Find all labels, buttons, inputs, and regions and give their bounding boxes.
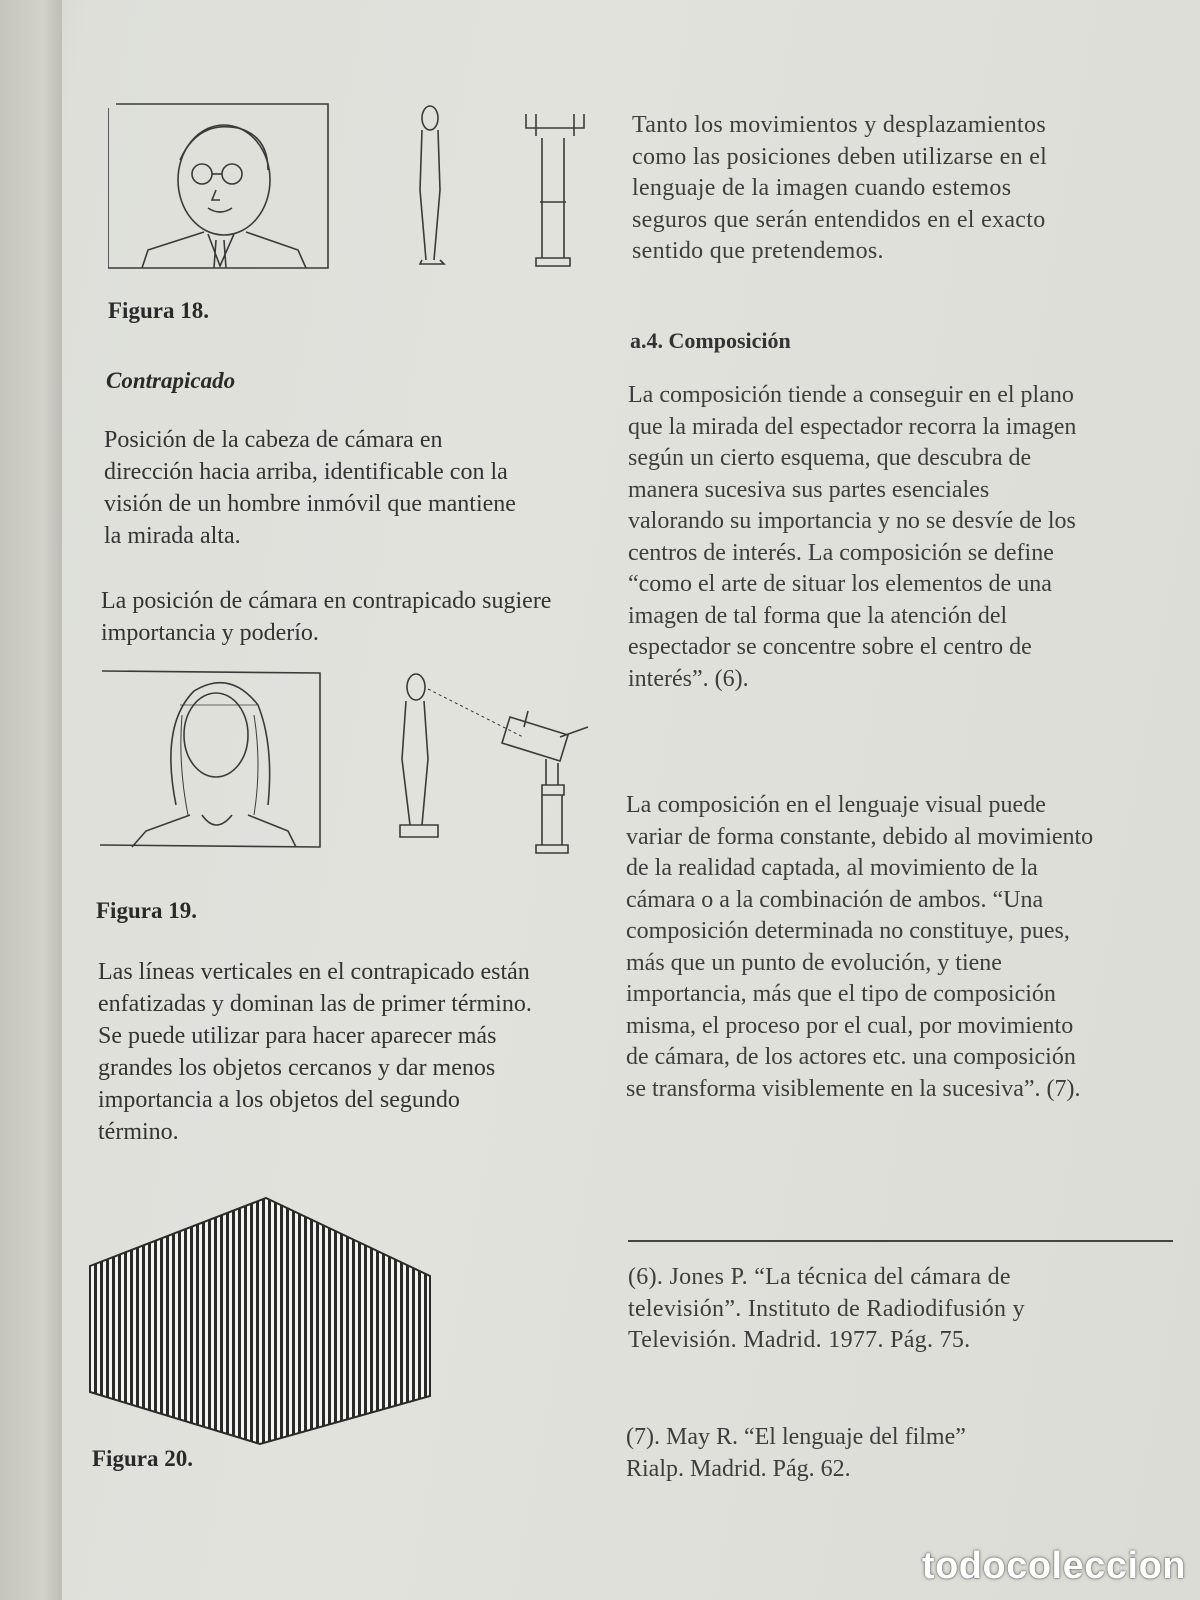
right-paragraph-3: La composición en el lenguaje visual puede variar de forma constante, debido al movimiento de la realidad captada, al movimiento de la cámara o a la combinación de ambos. “Una composición determinada no constituye, pues, más que un punto de evolución, y tiene importancia, más que el tipo de composición misma, el proceso por el cual, por movimiento de cámara, de los actores etc. una composición se transforma visiblemente en la sucesiva”. (7). (626, 792, 1094, 1102)
figure-18-caption: Figura 18. (108, 298, 209, 323)
watermark-logo: todocoleccion (921, 1545, 1186, 1587)
left-paragraph-2: La posición de cámara en contrapicado sugiere importancia y poderío. (101, 588, 552, 646)
section-heading-composicion: a.4. Composición (630, 328, 791, 353)
facing-page-edge (0, 0, 62, 1600)
right-paragraph-1: Tanto los movimientos y desplazamientos como las posiciones deben utilizarse en el lenguaje de la imagen cuando estemos seguros que serán entendidos en el exacto sentido que pretendemos. (632, 112, 1048, 264)
left-paragraph-1: Posición de la cabeza de cámara en dirección hacia arriba, identificable con la visión de un hombre inmóvil que mantiene la mirada alta. (104, 427, 516, 549)
left-paragraph-3: Las líneas verticales en el contrapicado están enfatizadas y dominan las de primer término. Se puede utilizar para hacer aparecer más grandes los objetos cercanos y dar menos importancia a los objetos del segundo término. (98, 959, 532, 1145)
footnote-6: (6). Jones P. “La técnica del cámara de televisión”. Instituto de Radiodifusión y Televisión. Madrid. 1977. Pág. 75. (628, 1264, 1025, 1353)
right-paragraph-2: La composición tiende a conseguir en el plano que la mirada del espectador recorra la imagen según un cierto esquema, que descubra de manera sucesiva sus partes esenciales valorando su importancia y no se desvíe de los centros de interés. La composición se define “como el arte de situar los elementos de una imagen de tal forma que la atención del espectador se concentre sobre el centro de interés”. (6). (628, 382, 1077, 692)
section-subheading: Contrapicado (106, 368, 236, 393)
figure-19-caption: Figura 19. (96, 898, 197, 923)
figure-20-caption: Figura 20. (92, 1446, 193, 1471)
figure-20-illustration (88, 1196, 438, 1448)
figure-19-illustration (98, 665, 598, 875)
footnote-divider (628, 1240, 1173, 1242)
figure-18-illustration (108, 100, 608, 275)
footnote-7: (7). May R. “El lenguaje del filme” Rialp. Madrid. Pág. 62. (626, 1424, 966, 1482)
